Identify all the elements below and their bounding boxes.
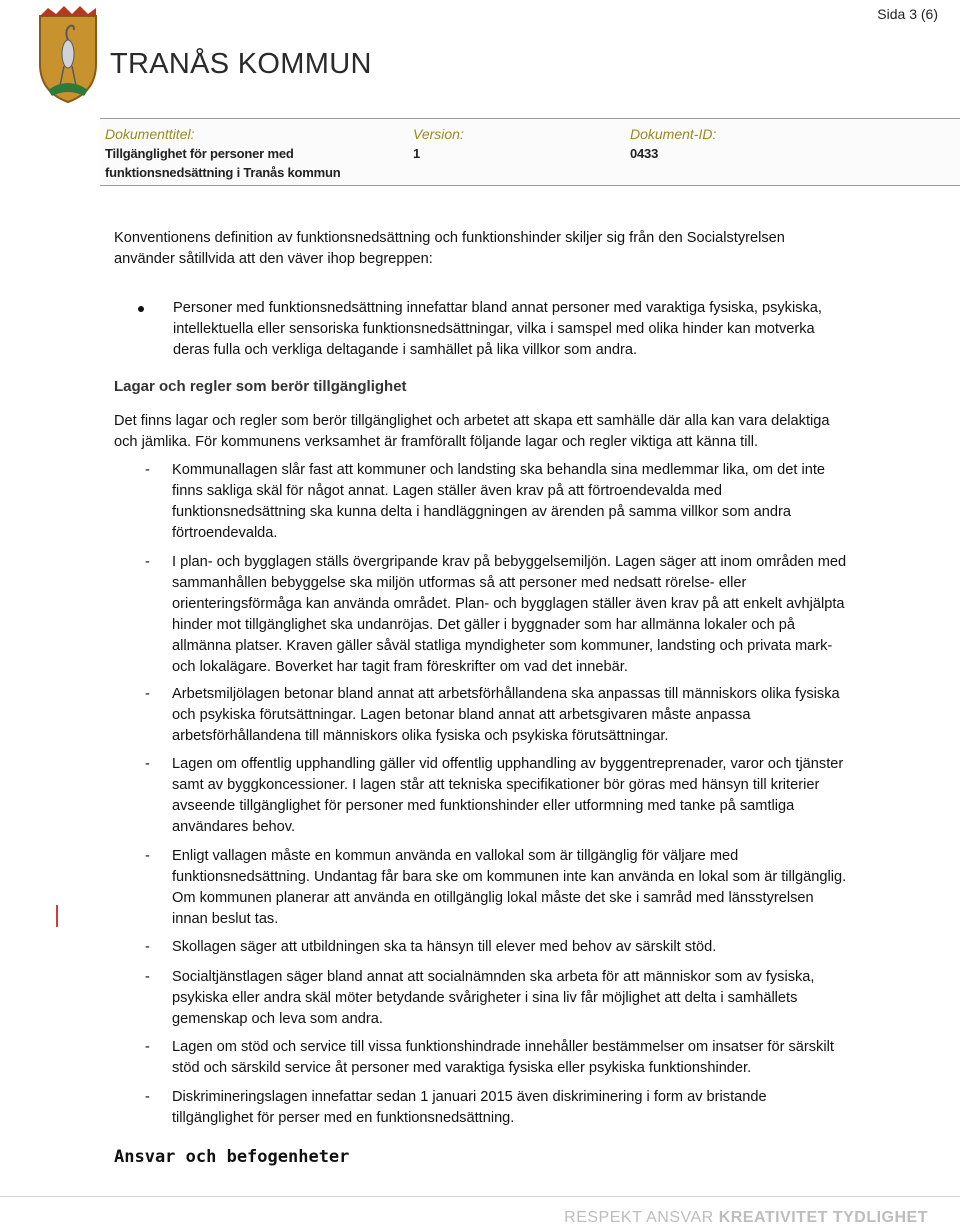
law-text: I plan- och bygglagen ställs övergripande krav på bebyggelsemiljön. Lagen säger att inom områden med sammanhållen bebyggelse ska miljön utformas så att personer med nedsatt rörelse- eller orienteringsförmåga kan använda området. Plan- och bygglagen ställer även krav på att enkelt avhjälpta hinder mot tillgänglighet ska undanröjas. Det gäller i byggnader som har allmänna lokaler och på allmänna platser. Kraven gäller såväl statliga myndigheter som kommuner, landsting och privata mark- och lokalägare. Boverket har tagit fram föreskrifter om vad det innebär. [172, 554, 847, 675]
title-line-1: Tillgänglighet för personer med [105, 146, 294, 161]
dash-icon: - [145, 1089, 150, 1105]
law-text: Diskrimineringslagen innefattar sedan 1 januari 2015 även diskriminering i form av bristande tillgänglighet för perser med en funktionsnedsättning. [172, 1089, 767, 1126]
meta-title [105, 125, 395, 182]
law-text: Arbetsmiljölagen betonar bland annat att arbetsförhållandena ska anpassas till människors olika fysiska och psykiska förutsättningar. Lagen betonar bland annat att arbetsgivaren måste anpassa arbetsförhållandena till människors olika fysiska och psykiska förutsättningar. [172, 686, 840, 744]
dash-icon: - [145, 462, 150, 478]
dash-icon: - [145, 686, 150, 702]
revision-marker [56, 905, 58, 927]
page-number: Sida 3 (6) [877, 6, 938, 22]
law-text: Lagen om offentlig upphandling gäller vid offentlig upphandling av byggentreprenader, varor och tjänster samt av byggkoncessioner. I lagen står att tekniska specifikationer bör göras med hänsyn till kriterier avseende tillgänglighet för personer med funktionshinder eller utformning med tanke på samtliga användares behov. [172, 756, 844, 835]
law-text: Enligt vallagen måste en kommun använda en vallokal som är tillgänglig för väljare med funktionsnedsättning. Undantag får bara ske om kommunen inte kan använda en lokal som är tillgänglig. Om kommunen planerar att använda en otillgänglig lokal måste det ske i samråd med länsstyrelsen innan beslut tas. [172, 848, 847, 927]
dash-icon: - [145, 848, 150, 864]
law-text: Kommunallagen slår fast att kommuner och landsting ska behandla sina medlemmar lika, om det inte finns sakliga skäl för något annat. Lagen ställer även krav på att förtroendevalda med funktionsnedsättning ska kunna delta i handläggningen av ärenden på samma villkor som andra förtroendevalda. [172, 462, 825, 541]
bullet-text: Personer med funktionsnedsättning innefattar bland annat personer med varaktiga fysiska, psykiska, intellektuella eller sensoriska funktionsnedsättningar, vilka i samspel med olika hinder kan motverka deras fulla och verkliga deltagande i samhället på lika villkor som andra. [173, 300, 822, 358]
meta-id [630, 125, 830, 163]
intro-paragraph: Konventionens definition av funktionsnedsättning och funktionshinder skiljer sig från den Socialstyrelsen använder såtillvida att den väver ihop begreppen: [114, 230, 785, 267]
laws-intro-paragraph: Det finns lagar och regler som berör tillgänglighet och arbetet att skapa ett samhälle där alla kan vara delaktiga och jämlika. För kommunens verksamhet är framförallt följande lagar och regler viktiga att känna till. [114, 413, 830, 450]
organization-name: TRANÅS KOMMUN [110, 48, 372, 80]
law-text: Skollagen säger att utbildningen ska ta hänsyn till elever med behov av särskilt stöd. [172, 939, 717, 955]
title-label: Dokumenttitel: [105, 126, 195, 142]
meta-version [413, 125, 593, 163]
section-heading-2: Ansvar och befogenheter [114, 1147, 350, 1167]
dash-icon: - [145, 756, 150, 772]
bullet-icon [138, 306, 144, 312]
footer-divider [0, 1196, 960, 1197]
law-text: Lagen om stöd och service till vissa funktionshindrade innehåller bestämmelser om insatser för särskilt stöd och särskild service åt personer med varaktiga fysiska eller psykiska funktionshinder. [172, 1039, 834, 1076]
municipality-logo [30, 0, 372, 108]
coat-of-arms-icon [34, 4, 102, 104]
title-line-2: funktionsnedsättning i Tranås kommun [105, 165, 341, 180]
motto-light: RESPEKT ANSVAR [564, 1209, 714, 1226]
dash-icon: - [145, 969, 150, 985]
motto-bold: KREATIVITET TYDLIGHET [718, 1209, 928, 1226]
dash-icon: - [145, 554, 150, 570]
id-value: 0433 [630, 146, 659, 161]
version-value: 1 [413, 146, 421, 161]
footer-motto [564, 1209, 928, 1227]
dash-icon: - [145, 1039, 150, 1055]
document-metadata [100, 118, 960, 186]
version-label: Version: [413, 126, 464, 142]
id-label: Dokument-ID: [630, 126, 717, 142]
dash-icon: - [145, 939, 150, 955]
section-heading: Lagar och regler som berör tillgänglighet [114, 378, 407, 395]
law-text: Socialtjänstlagen säger bland annat att socialnämnden ska arbeta för att människor som av fysiska, psykiska eller andra skäl möter betydande svårigheter i sina liv får möjlighet att delta i samhällets gemenskap och leva som andra. [172, 969, 815, 1027]
